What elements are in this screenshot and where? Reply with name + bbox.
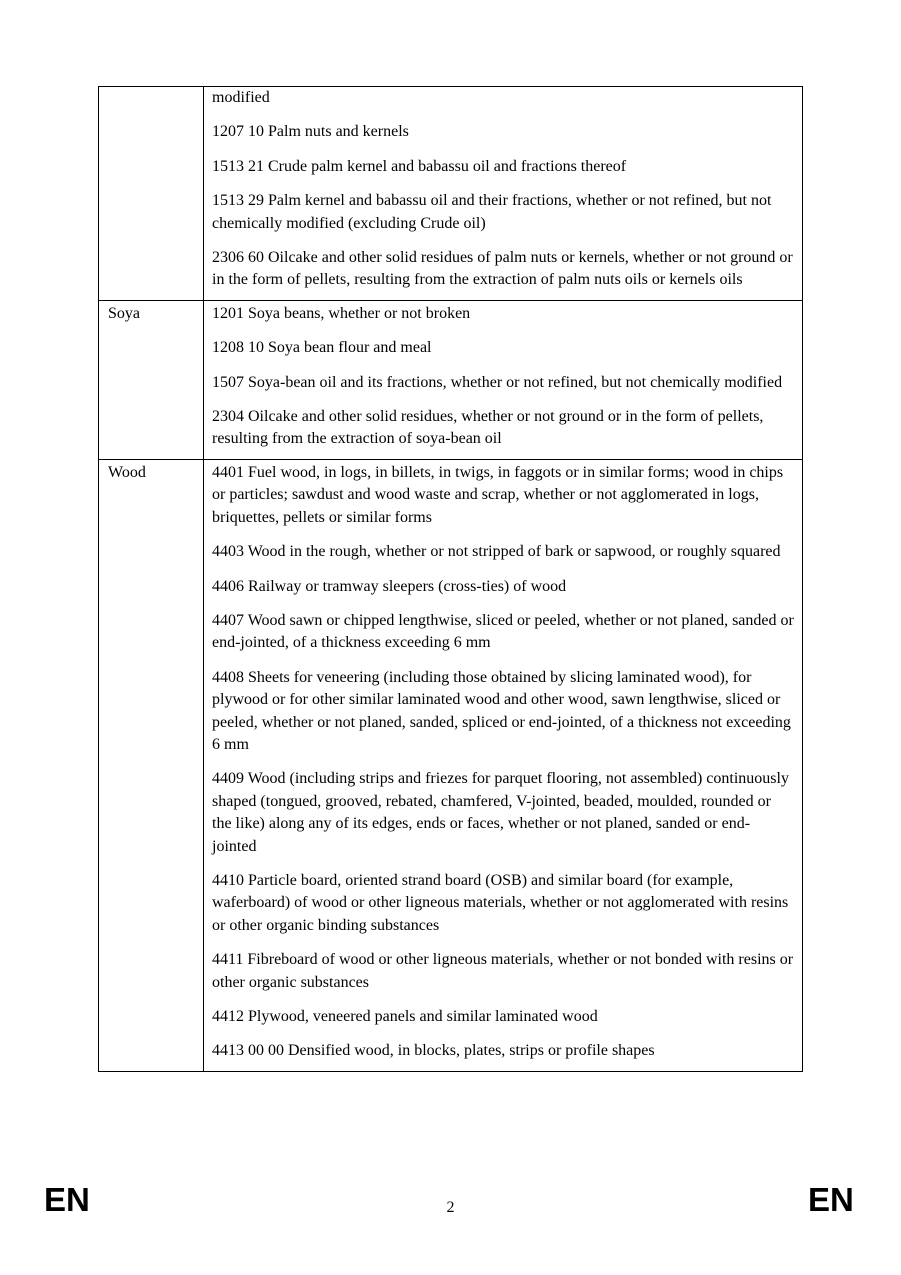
table-row-wood bbox=[99, 459, 803, 1071]
hs-entry: 4412 Plywood, veneered panels and similar laminated wood bbox=[212, 1008, 598, 1025]
hs-entry: 4409 Wood (including strips and friezes for parquet flooring, not assembled) continuously shaped (tongued, grooved, rebated, chamfered, V-jointed, beaded, moulded, rounded or the like) along any of its edges, ends or faces, whether or not planed, sanded or end-jointed bbox=[212, 770, 789, 855]
product-cell bbox=[99, 459, 204, 1071]
language-code-right: EN bbox=[808, 1181, 854, 1218]
table-row-palm-oil-continued bbox=[99, 87, 803, 301]
hs-entry: 4407 Wood sawn or chipped lengthwise, sliced or peeled, whether or not planed, sanded or end-jointed, of a thickness exceeding 6 mm bbox=[212, 611, 794, 652]
hs-entry: 2304 Oilcake and other solid residues, whether or not ground or in the form of pellets, resulting from the extraction of soya-bean oil bbox=[212, 408, 764, 448]
product-name: Wood bbox=[108, 463, 146, 481]
entries-cell bbox=[204, 459, 803, 1071]
hs-entry: 1201 Soya beans, whether or not broken bbox=[212, 304, 471, 322]
hs-entry: 1507 Soya-bean oil and its fractions, whether or not refined, but not chemically modified bbox=[212, 373, 783, 391]
entries-cell bbox=[204, 87, 803, 301]
hs-entry: 4410 Particle board, oriented strand board (OSB) and similar board (for example, waferboard) of wood or other ligneous materials, whether or not agglomerated with resins or other organic binding substances bbox=[212, 871, 789, 934]
hs-entry: modified bbox=[212, 89, 270, 106]
product-name: Soya bbox=[108, 304, 140, 322]
product-name bbox=[99, 87, 203, 89]
hs-entry: 4413 00 00 Densified wood, in blocks, plates, strips or profile shapes bbox=[212, 1042, 655, 1060]
product-cell bbox=[99, 87, 204, 301]
table-row-soya bbox=[99, 300, 803, 459]
hs-entry: 1513 29 Palm kernel and babassu oil and their fractions, whether or not refined, but not chemically modified (excluding Crude oil) bbox=[212, 192, 772, 232]
hs-entry: 4401 Fuel wood, in logs, in billets, in twigs, in faggots or in similar forms; wood in chips or particles; sawdust and wood waste and scrap, whether or not agglomerated in logs, briquettes, pellets or similar forms bbox=[212, 463, 784, 526]
hs-entry: 1513 21 Crude palm kernel and babassu oil and fractions thereof bbox=[212, 157, 627, 175]
hs-entry: 4408 Sheets for veneering (including those obtained by slicing laminated wood), for plywood or for other similar laminated wood and other wood, sawn lengthwise, sliced or peeled, whether or not planed, sanded, spliced or end-jointed, of a thickness not exceeding 6 mm bbox=[212, 668, 791, 753]
hs-entry: 4403 Wood in the rough, whether or not stripped of bark or sapwood, or roughly squared bbox=[212, 543, 781, 561]
hs-entry: 1207 10 Palm nuts and kernels bbox=[212, 123, 409, 141]
product-cell bbox=[99, 300, 204, 459]
hs-entry: 2306 60 Oilcake and other solid residues of palm nuts or kernels, whether or not ground or in the form of pellets, resulting from the extraction of palm nuts oils or kernels oils bbox=[212, 249, 793, 289]
entries-cell bbox=[204, 300, 803, 459]
hs-entry: 1208 10 Soya bean flour and meal bbox=[212, 339, 432, 357]
language-code-left: EN bbox=[44, 1181, 90, 1218]
page-number: 2 bbox=[446, 1199, 455, 1216]
commodity-table bbox=[98, 86, 803, 1072]
hs-entry: 4406 Railway or tramway sleepers (cross-ties) of wood bbox=[212, 577, 567, 595]
hs-entry: 4411 Fibreboard of wood or other ligneous materials, whether or not bonded with resins or other organic substances bbox=[212, 951, 794, 991]
